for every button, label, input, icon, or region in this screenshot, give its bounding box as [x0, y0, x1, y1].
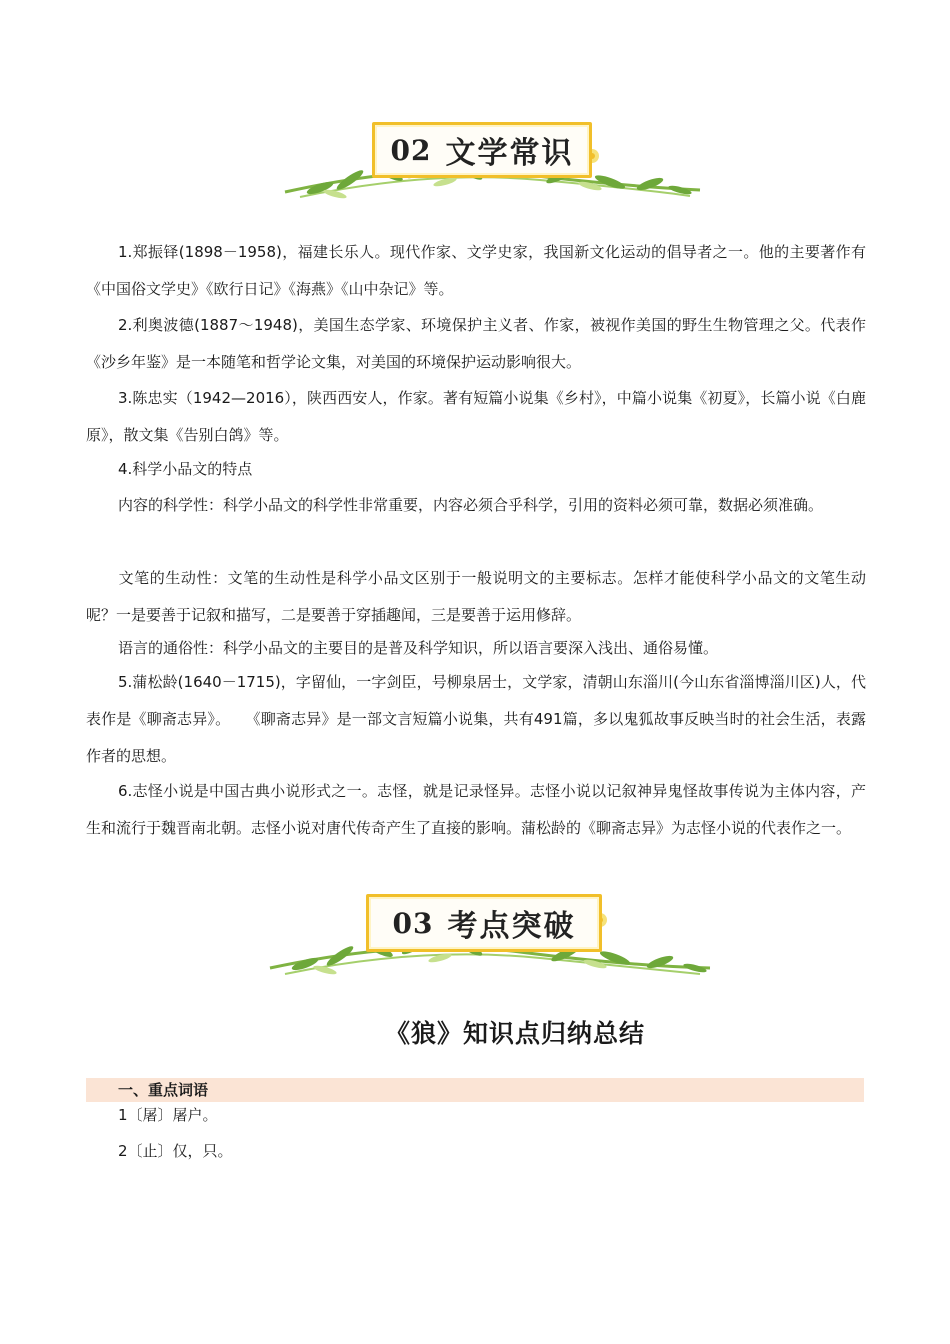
paragraph-4: 4.科学小品文的特点 [118, 460, 253, 478]
subheading-key-words: 一、重点词语 [86, 1078, 864, 1102]
list-item: 1〔屠〕屠户。 [118, 1106, 218, 1124]
section-label-box [372, 122, 592, 178]
paragraph-6: 文笔的生动性：文笔的生动性是科学小品文区别于一般说明文的主要标志。怎样才能使科学小品文的文笔生动呢？一是要善于记叙和描写，二是要善于穿插趣闻，三是要善于运用修辞。 [86, 569, 866, 624]
section-title: 考点突破 [447, 909, 576, 944]
paragraph-5: 内容的科学性：科学小品文的科学性非常重要，内容必须合乎科学，引用的资料必须可靠，数据必须准确。 [118, 496, 824, 514]
paragraph-3: 3.陈忠实（1942—2016），陕西西安人，作家。著有短篇小说集《乡村》，中篇小说集《初夏》，长篇小说《白鹿原》，散文集《告别白鸽》等。 [86, 389, 866, 444]
section-number: 03 [392, 906, 434, 940]
section-banner-exam-points [0, 886, 950, 996]
section-banner-literature [0, 112, 950, 222]
paragraph-9: 6.志怪小说是中国古典小说形式之一。志怪，就是记录怪异。志怪小说以记叙神异鬼怪故事传说为主体内容，产生和流行于魏晋南北朝。志怪小说对唐代传奇产生了直接的影响。蒲松龄的《聊斋志异》为志怪小说的代表作之一。 [86, 782, 866, 837]
paragraph-2: 2.利奥波德(1887～1948)，美国生态学家、环境保护主义者、作家，被视作美国的野生生物管理之父。代表作《沙乡年鉴》是一本随笔和哲学论文集，对美国的环境保护运动影响很大。 [86, 316, 866, 371]
section-label-box [366, 894, 602, 952]
list-item: 2〔止〕仅，只。 [118, 1142, 233, 1160]
section-number: 02 [390, 133, 432, 167]
paragraph-1: 1.郑振铎(1898－1958)，福建长乐人。现代作家、文学史家，我国新文化运动的倡导者之一。他的主要著作有《中国俗文学史》《欧行日记》《海燕》《山中杂记》等。 [86, 243, 866, 298]
paragraph-7: 语言的通俗性：科学小品文的主要目的是普及科学知识，所以语言要深入浅出、通俗易懂。 [118, 639, 719, 657]
paragraph-8: 5.蒲松龄(1640－1715)，字留仙，一字剑臣，号柳泉居士，文学家，清朝山东淄川(今山东省淄博淄川区)人，代表作是《聊斋志异》。 《聊斋志异》是一部文言短篇小说集，共有491篇，多以鬼狐故事反映当时的社会生活，表露作者的思想。 [86, 673, 866, 765]
section-title: 文学常识 [445, 136, 574, 171]
document-title: 《狼》知识点归纳总结 [384, 1019, 645, 1048]
